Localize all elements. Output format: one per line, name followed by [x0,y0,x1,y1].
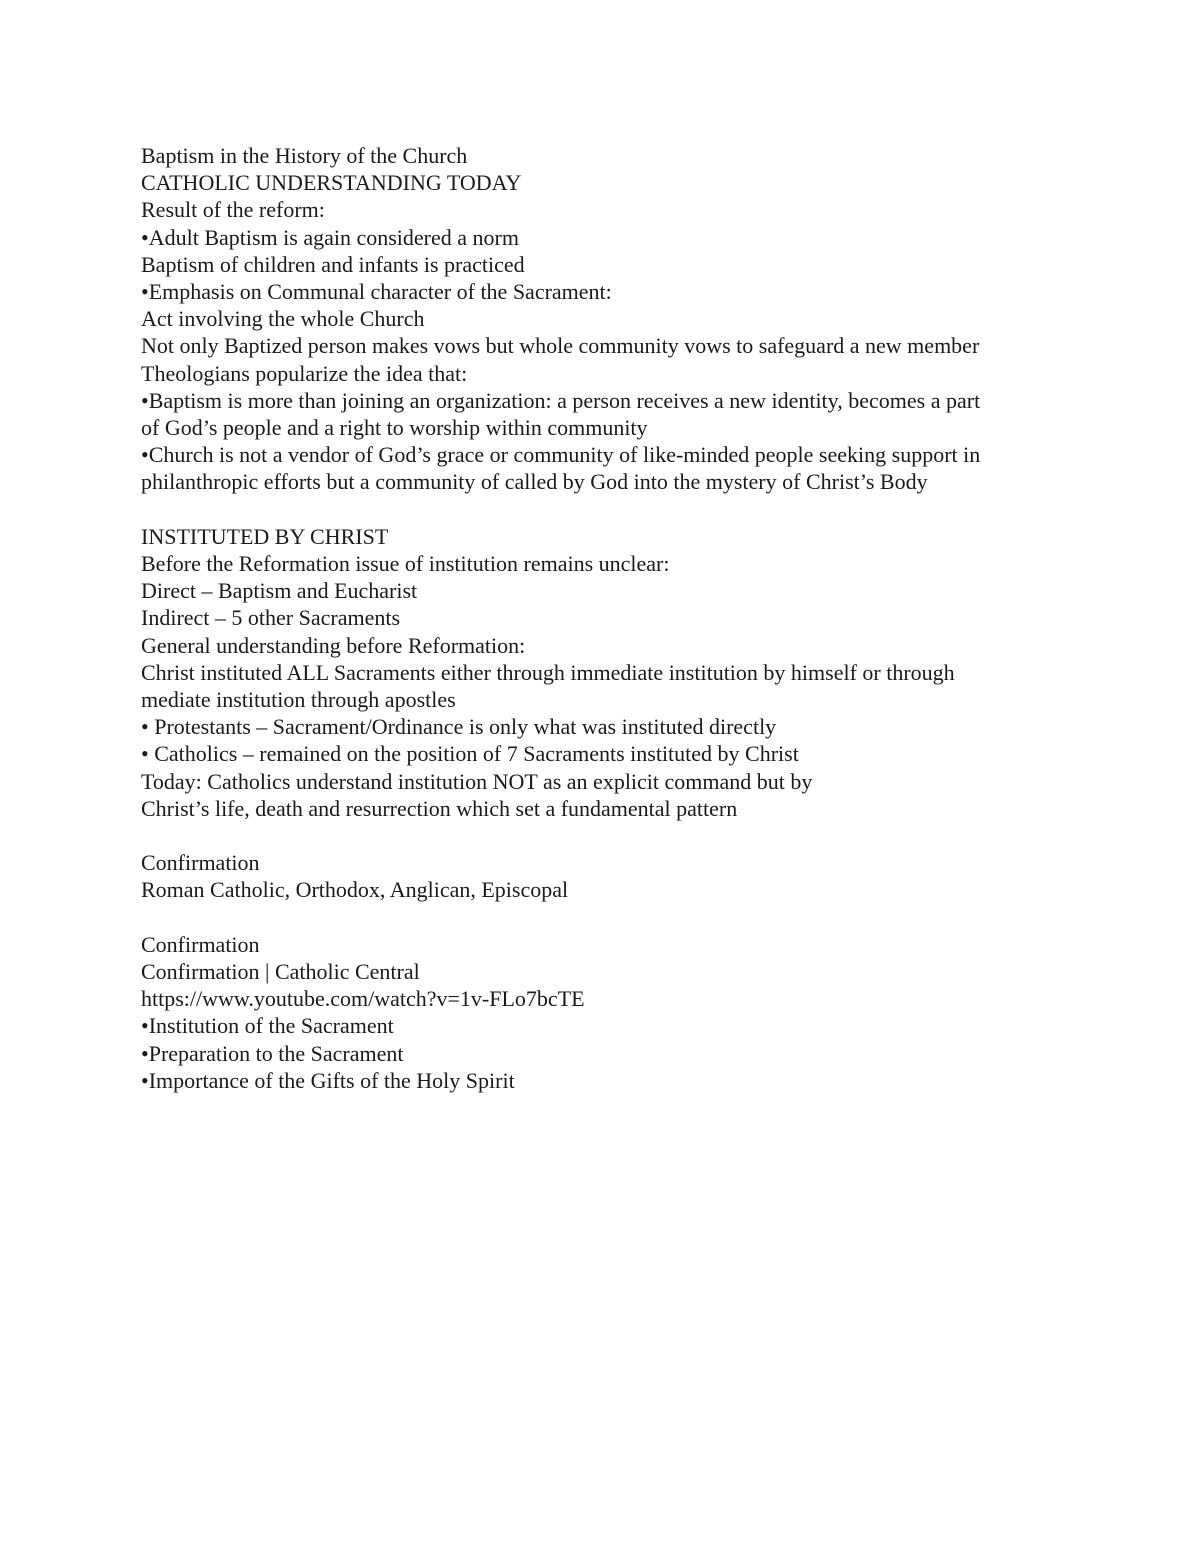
bullet-item: •Adult Baptism is again considered a norm [141,224,519,250]
text-line: Christ’s life, death and resurrection which set a fundamental pattern [141,795,738,821]
section-heading-confirmation: Confirmation [141,931,260,957]
text-line: Not only Baptized person makes vows but whole community vows to safeguard a new member [141,333,980,359]
bullet-item: • Protestants – Sacrament/Ordinance is only what was instituted directly [141,714,777,740]
bullet-item: •Emphasis on Communal character of the Sacrament: [141,279,612,305]
section-heading-catholic-understanding: CATHOLIC UNDERSTANDING TODAY [141,170,522,196]
document-title: Baptism in the History of the Church [141,143,468,168]
text-line: Theologians popularize the idea that: [141,360,468,386]
bullet-item: •Institution of the Sacrament [141,1013,394,1039]
text-line: Result of the reform: [141,197,325,223]
text-line: Direct – Baptism and Eucharist [141,578,418,604]
blank-line [141,822,1061,849]
text-line: General understanding before Reformation: [141,632,526,658]
text-line: Baptism of children and infants is practiced [141,251,525,277]
text-line: philanthropic efforts but a community of called by God into the mystery of Christ’s Body [141,469,928,495]
video-title: Confirmation | Catholic Central [141,959,420,985]
bullet-item: •Church is not a vendor of God’s grace or community of like-minded people seeking support in [141,442,981,468]
blank-line [141,904,1061,931]
bullet-item: •Importance of the Gifts of the Holy Spirit [141,1067,515,1093]
blank-line [141,496,1061,523]
bullet-item: •Preparation to the Sacrament [141,1040,404,1066]
video-url: https://www.youtube.com/watch?v=1v-FLo7bcTE [141,986,585,1012]
bullet-item: •Baptism is more than joining an organization: a person receives a new identity, becomes a part [141,387,981,413]
text-line: mediate institution through apostles [141,687,456,713]
text-line: Today: Catholics understand institution NOT as an explicit command but by [141,768,813,794]
section-heading-instituted-by-christ: INSTITUTED BY CHRIST [141,523,389,549]
text-line: Christ instituted ALL Sacraments either through immediate institution by himself or through [141,659,955,685]
section-heading-confirmation: Confirmation [141,850,260,876]
document-body [141,142,1061,1094]
text-line: Act involving the whole Church [141,306,425,332]
text-line: of God’s people and a right to worship within community [141,415,648,441]
text-line: Before the Reformation issue of institution remains unclear: [141,551,670,577]
text-line: Indirect – 5 other Sacraments [141,605,401,631]
text-line: Roman Catholic, Orthodox, Anglican, Episcopal [141,877,569,903]
bullet-item: • Catholics – remained on the position of 7 Sacraments instituted by Christ [141,741,799,767]
